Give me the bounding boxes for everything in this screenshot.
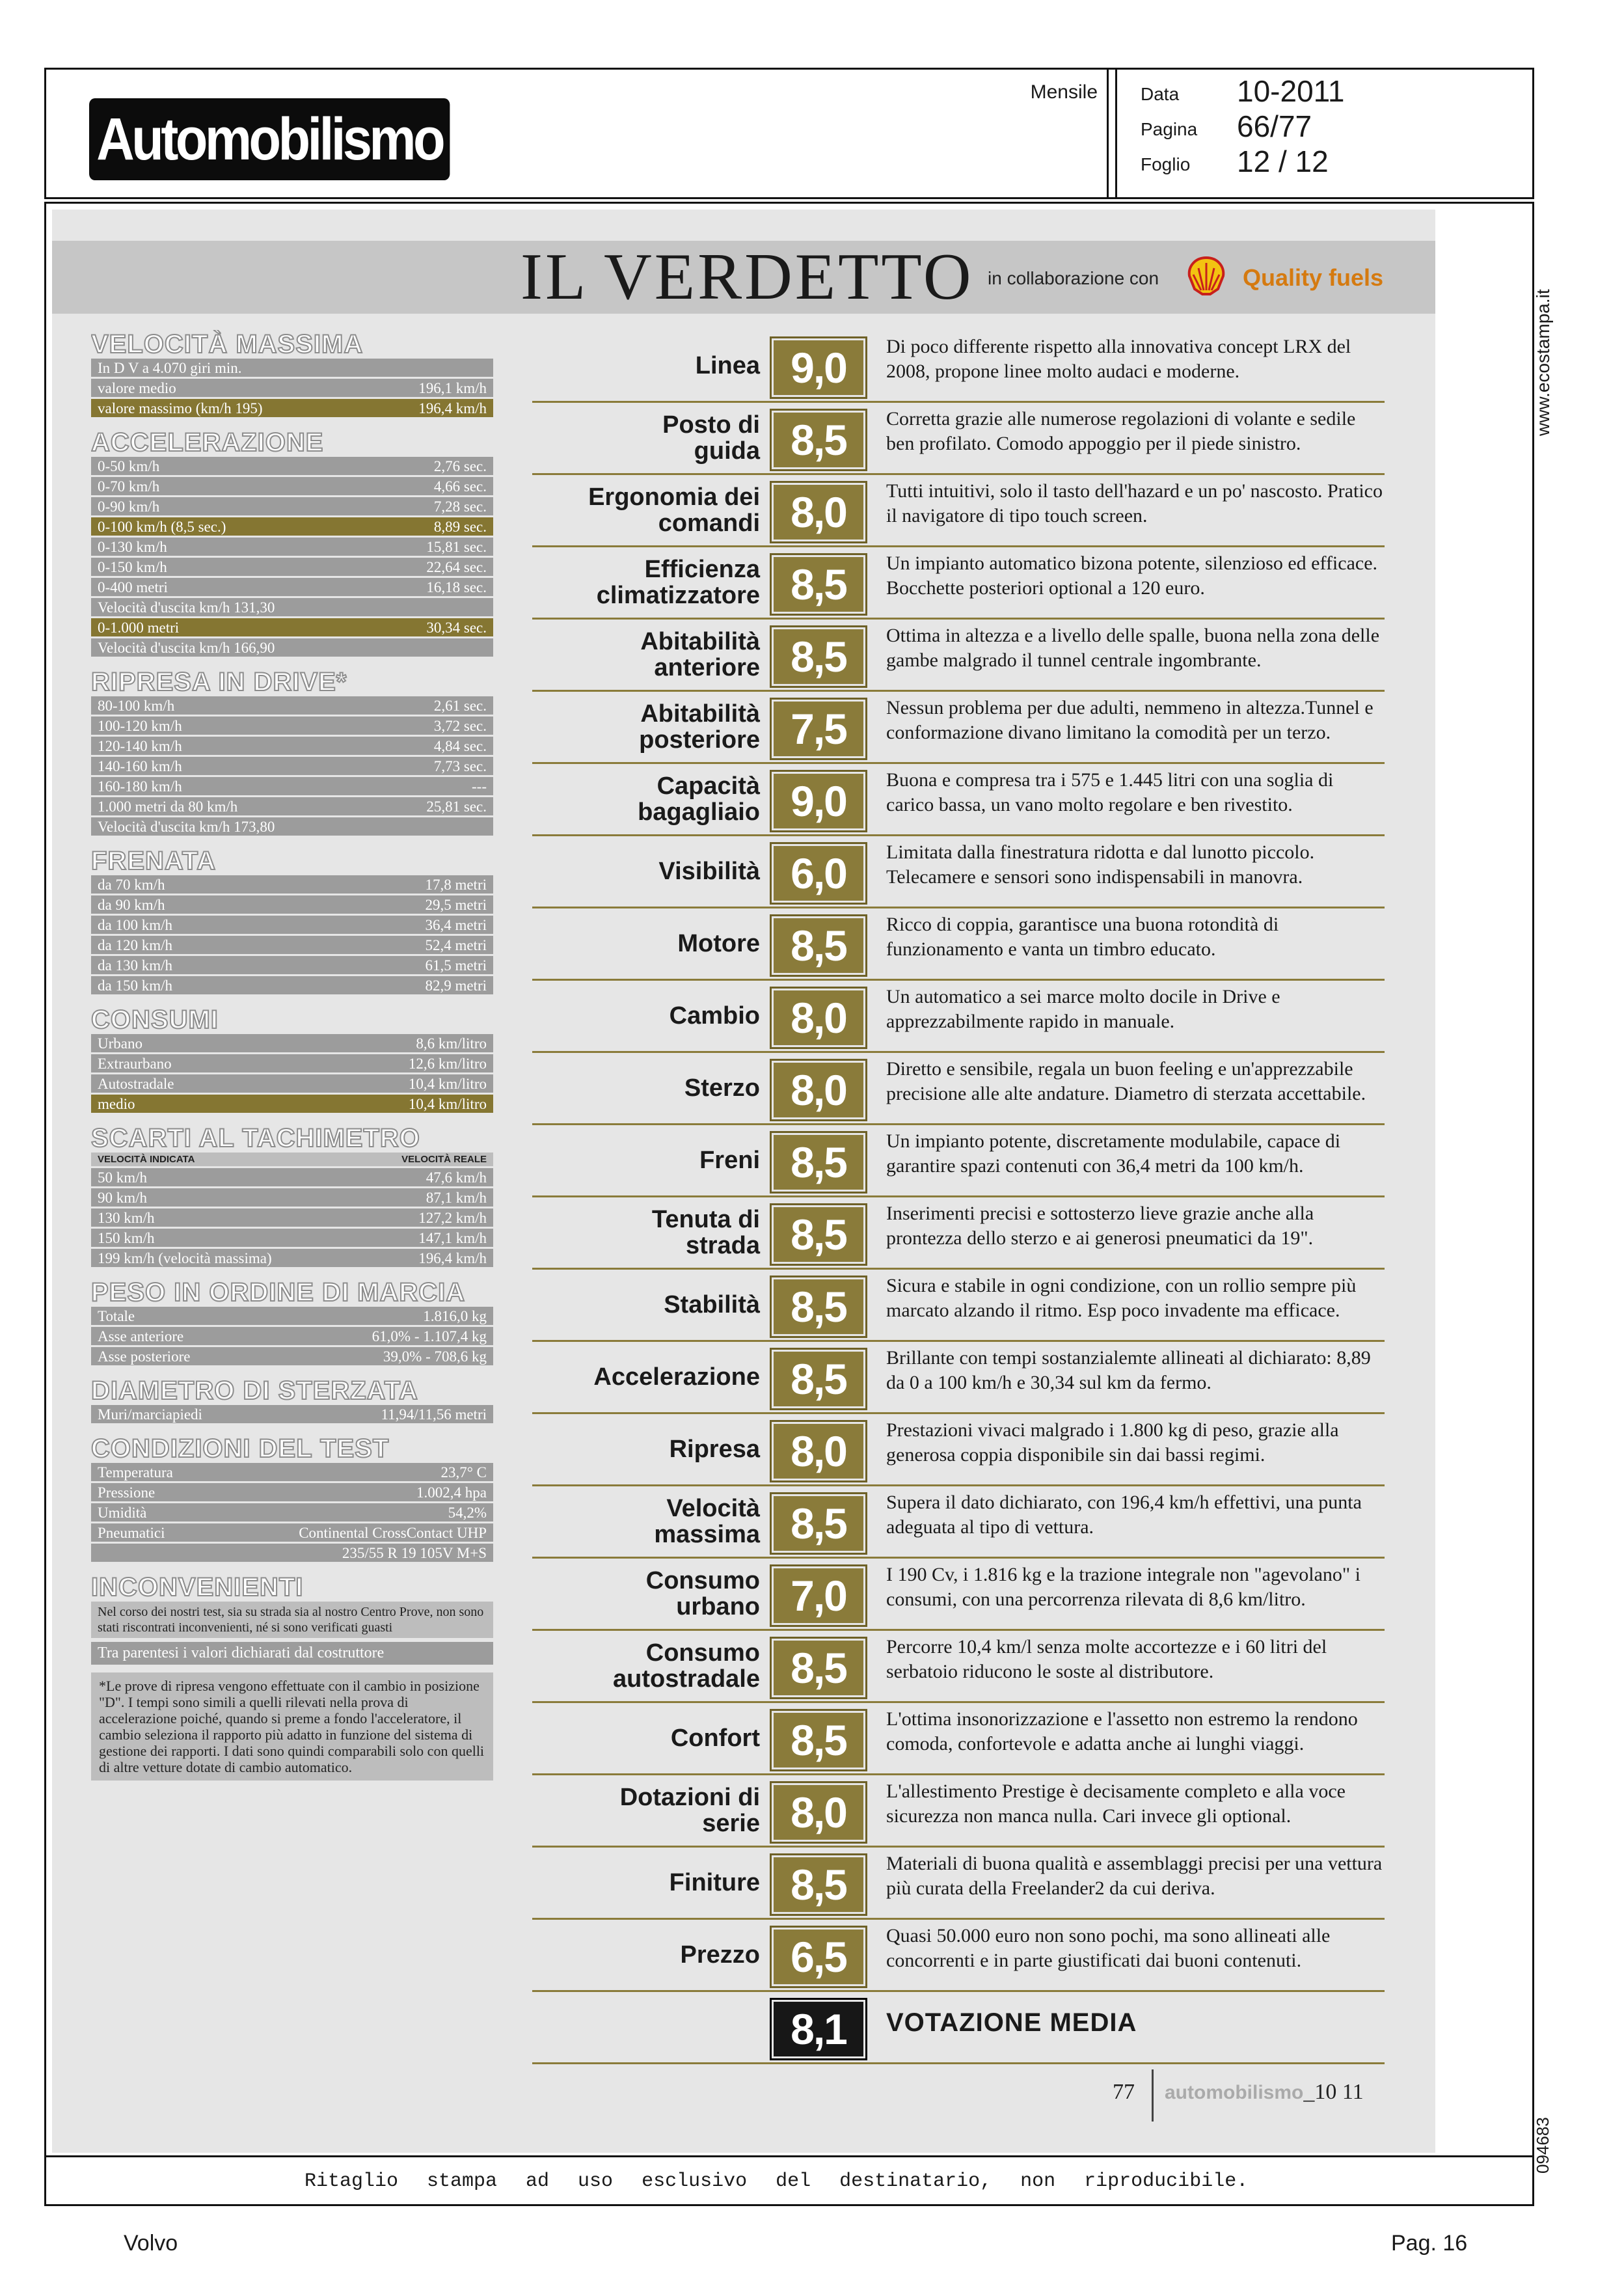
stats-label: 0-400 metri [98,579,168,595]
rating-row [532,1848,1385,1920]
stats-label: 199 km/h (velocità massima) [98,1250,272,1266]
stats-label: 140-160 km/h [98,758,182,774]
stats-value: 61,5 metri [425,957,487,974]
stats-row [91,638,493,659]
inconvenienti-text: Nel corso dei nostri test, sia su strada sia al nostro Centro Prove, non sono stati riscontrati inconvenienti, né si sono verificati guasti [91,1602,493,1638]
stats-label: da 90 km/h [98,897,165,913]
stats-label: 160-180 km/h [98,778,182,795]
rating-score: 7,5 [772,700,865,758]
stats-value: 39,0% - 708,6 kg [383,1348,487,1365]
rating-score: 8,5 [772,1711,865,1769]
stats-section-title: PESO IN ORDINE DI MARCIA [91,1278,466,1307]
rating-score: 8,5 [772,1205,865,1264]
stats-row [91,936,493,956]
stats-row [91,1347,493,1367]
rating-description: Buona e compresa tra i 575 e 1.445 litri con una soglia di carico bassa, un vano molto regolare e ben rivestito. [886,769,1334,815]
stats-row [91,399,493,419]
rating-category: Abitabilità anteriore [640,628,760,681]
stats-label: 0-1.000 metri [98,620,180,636]
stats-row [91,1153,493,1168]
rating-category: Linea [695,352,760,379]
side-code-text: 094683 [1533,2117,1552,2174]
stats-value: 17,8 metri [425,877,487,893]
side-url-text: www.ecostampa.it [1533,289,1553,436]
rating-score: 8,5 [772,916,865,975]
rating-category: Finiture [669,1869,760,1896]
stats-row [91,1074,493,1095]
inconvenienti-title: INCONVENIENTI [91,1573,304,1602]
stats-label: 0-100 km/h (8,5 sec.) [98,519,226,535]
stats-label: 150 km/h [98,1230,155,1246]
stats-value: 29,5 metri [425,897,487,913]
stats-value: 196,1 km/h [418,380,487,396]
stats-value: VELOCITÀ REALE [401,1154,487,1165]
rating-category: Confort [670,1725,760,1752]
stats-value: 196,4 km/h [418,400,487,416]
clipping-note: Ritaglio stampa ad uso esclusivo del destinatario, non riproducibile. [44,2155,1534,2206]
stats-section-title: SCARTI AL TACHIMETRO [91,1124,420,1153]
stats-value: 16,18 sec. [426,579,487,595]
stats-row [91,757,493,777]
stats-value: 4,84 sec. [433,738,487,754]
stats-section-title: ACCELERAZIONE [91,428,324,457]
stats-value: 7,28 sec. [433,498,487,515]
stats-row [91,1229,493,1249]
rating-category: Accelerazione [593,1363,760,1391]
stats-value: 52,4 metri [425,937,487,953]
stats-label: Temperatura [98,1464,173,1481]
rating-row [532,331,1385,403]
ratings-column [532,331,1385,2064]
stats-value: 2,61 sec. [433,698,487,714]
rating-row [532,620,1385,692]
stats-label: 0-130 km/h [98,539,167,555]
stats-row [91,618,493,638]
ripresa-footnote: *Le prove di ripresa vengono effettuate con il cambio in posizione "D". I tempi sono simili a quelli rilevati nella prova di accelerazione poiché, quando si preme a fondo l'acceleratore, il cambio seleziona il rapporto più adatto in funzione del sistema di gestione dei rapporti. I dati sono quindi comparabili solo con quelli di altre vetture dotate di cambio automatico. [91,1672,493,1781]
average-label: VOTAZIONE MEDIA [886,2008,1137,2037]
stats-value: 23,7° C [440,1464,487,1481]
stats-label: da 120 km/h [98,937,172,953]
rating-description: Materiali di buona qualità e assemblaggi precisi per una vettura più curata della Freelander2 da cui deriva. [886,1853,1383,1899]
stats-row [91,457,493,477]
meta-cell [1115,70,1532,197]
stats-row [91,1544,493,1564]
stats-label: 120-140 km/h [98,738,182,754]
stats-value: 1.002,4 hpa [416,1484,487,1501]
rating-row [532,1414,1385,1486]
rating-description: Di poco differente rispetto alla innovativa concept LRX del 2008, propone linee molto audaci e moderne. [886,336,1351,382]
rating-score: 8,5 [772,1494,865,1553]
average-row [532,1992,1385,2064]
stats-row [91,359,493,379]
rating-description: Un impianto automatico bizona potente, silenzioso ed efficace. Bocchette posteriori optional a 120 euro. [886,553,1378,599]
stats-row [91,1327,493,1347]
meta-value-pagina: 66/77 [1237,109,1312,143]
stats-value: --- [472,778,487,795]
stats-value: 30,34 sec. [426,620,487,636]
meta-label-pagina: Pagina [1141,119,1198,139]
stats-row [91,817,493,838]
rating-score: 6,5 [772,1928,865,1986]
rating-category: Abitabilità posteriore [639,700,760,754]
stats-value: 127,2 km/h [418,1210,487,1226]
rating-description: Inserimenti precisi e sottosterzo lieve grazie anche alla prontezza dello sterzo e ai generosi pneumatici da 19". [886,1203,1314,1249]
rating-description: Corretta grazie alle numerose regolazioni di volante e sedile ben profilato. Comodo appoggio per il piede sinistro. [886,408,1356,454]
rating-category: Ripresa [669,1436,760,1463]
stats-value: 11,94/11,56 metri [381,1406,487,1423]
rating-row [532,1703,1385,1775]
stats-value: 4,66 sec. [433,478,487,495]
stats-value: 25,81 sec. [426,798,487,815]
rating-score: 6,0 [772,844,865,903]
stats-label: Autostradale [98,1076,174,1092]
stats-value: 15,81 sec. [426,539,487,555]
stats-label: Umidità [98,1505,147,1521]
footer-right: Pag. 16 [1391,2231,1468,2256]
stats-value: 147,1 km/h [418,1230,487,1246]
rating-row [532,1125,1385,1197]
rating-row [532,403,1385,475]
rating-description: Diretto e sensibile, regala un buon feeling e un'apprezzabile precisione alle alte andature. Diametro di sterzata accettabile. [886,1058,1366,1104]
stats-label: da 100 km/h [98,917,172,933]
stats-label: valore medio [98,380,176,396]
stats-section [91,330,493,419]
stats-value: 22,64 sec. [426,559,487,575]
stats-row [91,497,493,517]
stats-value: 54,2% [448,1505,487,1521]
stats-row [91,1188,493,1208]
rating-description: Un impianto potente, discretamente modulabile, capace di garantire spazi contenuti con 36,4 metri da 100 km/h. [886,1130,1341,1177]
stats-value: 2,76 sec. [433,458,487,474]
clipping-header [44,68,1534,199]
rating-score: 8,5 [772,1133,865,1192]
rating-description: Un automatico a sei marce molto docile in Drive e apprezzabilmente rapido in manuale. [886,986,1280,1032]
stats-section [91,668,493,838]
stats-label: Asse posteriore [98,1348,191,1365]
frequency-label: Mensile [1030,81,1098,103]
side-url [1533,273,1572,456]
magazine-page [52,210,1435,2153]
rating-score: 7,0 [772,1566,865,1625]
stats-value: 8,6 km/litro [416,1035,487,1052]
rating-category: Sterzo [684,1074,760,1102]
side-code [1533,2108,1572,2180]
stats-label: 80-100 km/h [98,698,175,714]
rating-score: 8,0 [772,1422,865,1481]
title-bar [52,241,1435,314]
stats-section-title: CONDIZIONI DEL TEST [91,1434,390,1463]
stats-row [91,956,493,976]
logo-cell [46,70,1109,197]
rating-row [532,836,1385,908]
rating-score: 8,5 [772,555,865,614]
stats-section-title: FRENATA [91,847,217,875]
stats-label: valore massimo (km/h 195) [98,400,263,416]
stats-column [91,330,493,1781]
stats-value: 8,89 sec. [433,519,487,535]
rating-category: Capacità bagagliaio [638,772,760,826]
rating-row [532,1270,1385,1342]
stats-value: 10,4 km/litro [408,1076,487,1092]
stats-label: In D V a 4.070 giri min. [98,360,242,376]
rating-description: L'allestimento Prestige è decisamente completo e alla voce sicurezza non manca nulla. Cari invece gli optional. [886,1781,1346,1827]
stats-section [91,1278,493,1367]
stats-row [91,797,493,817]
rating-category: Posto di guida [662,411,760,465]
stats-label: 1.000 metri da 80 km/h [98,798,238,815]
rating-score: 8,0 [772,1061,865,1119]
stats-value: 47,6 km/h [426,1169,487,1186]
rating-row [532,547,1385,620]
stats-row [91,737,493,757]
stats-value: Continental CrossContact UHP [299,1525,487,1541]
rating-category: Visibilità [658,858,760,885]
stats-section-title: DIAMETRO DI STERZATA [91,1376,418,1405]
rating-category: Consumo autostradale [613,1639,760,1693]
stats-value: 235/55 R 19 105V M+S [342,1545,487,1561]
article-title: IL VERDETTO [521,240,974,314]
rating-category: Freni [699,1147,760,1174]
stats-label: da 130 km/h [98,957,172,974]
stats-label: 0-90 km/h [98,498,160,515]
stats-row [91,777,493,797]
meta-label-data: Data [1141,84,1180,104]
rating-description: Ricco di coppia, garantisce una buona rotondità di funzionamento e vanta un timbro educato. [886,914,1279,960]
stats-label: Velocità d'uscita km/h 131,30 [98,599,275,616]
rating-description: Nessun problema per due adulti, nemmeno in altezza.Tunnel e conformazione divano limitano la comodità per un terzo. [886,697,1374,743]
stats-label: 100-120 km/h [98,718,182,734]
sponsor-text: Quality fuels [1243,264,1384,291]
publication-logo: Automobilismo [89,98,450,180]
rating-score: 8,5 [772,1350,865,1408]
stats-row [91,1463,493,1483]
rating-score: 8,0 [772,989,865,1047]
stats-label: Totale [98,1308,135,1324]
stats-label: 90 km/h [98,1190,148,1206]
stats-row [91,1523,493,1544]
rating-description: Percorre 10,4 km/l senza molte accortezze e i 60 litri del serbatoio riducono le soste al distributore. [886,1636,1327,1682]
stats-row [91,895,493,916]
stats-label: medio [98,1096,135,1112]
rating-score: 8,0 [772,1783,865,1842]
stats-row [91,1483,493,1503]
rating-row [532,908,1385,981]
stats-label: Velocità d'uscita km/h 166,90 [98,640,275,656]
meta-value-foglio: 12 / 12 [1237,144,1329,178]
stats-row [91,578,493,598]
stats-value: 7,73 sec. [433,758,487,774]
stats-section [91,1124,493,1269]
stats-label: da 70 km/h [98,877,165,893]
stats-section [91,847,493,996]
page-number: 77 [1113,2080,1135,2104]
rating-description: Brillante con tempi sostanzialemte allineati al dichiarato: 8,89 da 0 a 100 km/h e 30,34 sul km da fermo. [886,1347,1371,1393]
stats-value: 36,4 metri [425,917,487,933]
footer-left: Volvo [124,2231,178,2256]
rating-row [532,1559,1385,1631]
stats-section [91,1376,493,1425]
stats-label: 0-70 km/h [98,478,160,495]
stats-row [91,716,493,737]
stats-row [91,1249,493,1269]
stats-row [91,1307,493,1327]
rating-score: 8,5 [772,1639,865,1697]
rating-row [532,1053,1385,1125]
stats-label: 130 km/h [98,1210,155,1226]
rating-row [532,1631,1385,1703]
stats-row [91,379,493,399]
rating-description: Quasi 50.000 euro non sono pochi, ma sono allineati alle concorrenti e in parte giustificati dai buoni contenuti. [886,1925,1331,1971]
stats-section-title: CONSUMI [91,1005,219,1034]
stats-label: 0-150 km/h [98,559,167,575]
rating-row [532,1197,1385,1270]
stats-value: 12,6 km/litro [408,1056,487,1072]
meta-label-foglio: Foglio [1141,154,1191,174]
stats-label: VELOCITÀ INDICATA [98,1154,195,1165]
stats-row [91,1095,493,1115]
stats-label: da 150 km/h [98,977,172,994]
stats-label: Extraurbano [98,1056,172,1072]
footer-issue: _10 11 [1303,2080,1364,2104]
stats-label: Pressione [98,1484,156,1501]
rating-row [532,981,1385,1053]
stats-row [91,477,493,497]
stats-label: 50 km/h [98,1169,148,1186]
rating-description: Sicura e stabile in ogni condizione, con un rollio sempre più marcato alzando il ritmo. Esp poco invadente ma efficace. [886,1275,1357,1321]
stats-row [91,1405,493,1425]
stats-row [91,517,493,538]
rating-category: Cambio [669,1002,760,1030]
rating-category: Efficienza climatizzatore [596,556,760,609]
rating-description: L'ottima insonorizzazione e l'assetto non estremo la rendono comoda, confortevole e adatta anche ai lunghi viaggi. [886,1708,1358,1754]
stats-row [91,538,493,558]
stats-value: 1.816,0 kg [423,1308,487,1324]
stats-label: Muri/marciapiedi [98,1406,202,1423]
stats-value: 61,0% - 1.107,4 kg [372,1328,487,1344]
footer-separator [1152,2069,1154,2122]
stats-row [91,976,493,996]
rating-score: 9,0 [772,772,865,830]
shell-icon [1185,255,1227,297]
rating-category: Consumo urbano [645,1567,760,1620]
stats-row [91,1168,493,1188]
rating-score: 8,5 [772,411,865,469]
stats-row [91,1208,493,1229]
stats-section-title: VELOCITÀ MASSIMA [91,330,364,359]
rating-row [532,764,1385,836]
average-score: 8,1 [772,2000,865,2058]
rating-row [532,1486,1385,1559]
rating-row [532,1775,1385,1848]
rating-description: Tutti intuitivi, solo il tasto dell'hazard e un po' nascosto. Pratico il navigatore di tipo touch screen. [886,480,1383,526]
rating-row [532,1920,1385,1992]
rating-score: 8,5 [772,1277,865,1336]
stats-row [91,558,493,578]
stats-section [91,1434,493,1564]
stats-value: 3,72 sec. [433,718,487,734]
rating-description: Limitata dalla finestratura ridotta e dal lunotto piccolo. Telecamere e sensori sono indispensabili in manovra. [886,841,1315,888]
rating-description: I 190 Cv, i 1.816 kg e la trazione integrale non "agevolano" i consumi, con una percorrenza rilevata di 8,6 km/litro. [886,1564,1361,1610]
rating-category: Dotazioni di serie [619,1784,760,1837]
stats-value: 10,4 km/litro [408,1096,487,1112]
stats-row [91,1503,493,1523]
stats-label: Pneumatici [98,1525,165,1541]
rating-score: 8,5 [772,627,865,686]
stats-section [91,1005,493,1115]
stats-section-title: RIPRESA IN DRIVE* [91,668,347,696]
rating-category: Velocità massima [654,1495,760,1548]
stats-label: Velocità d'uscita km/h 173,80 [98,819,275,835]
stats-value: 87,1 km/h [426,1190,487,1206]
stats-row [91,875,493,895]
meta-value-data: 10-2011 [1237,74,1345,108]
rating-row [532,475,1385,547]
footer-publication [1165,2080,1364,2105]
rating-category: Prezzo [680,1941,760,1969]
rating-row [532,692,1385,764]
rating-row [532,1342,1385,1414]
rating-description: Ottima in altezza e a livello delle spalle, buona nella zona delle gambe malgrado il tunnel centrale ingombrante. [886,625,1380,671]
rating-category: Stabilità [664,1291,760,1318]
stats-row [91,598,493,618]
stats-row [91,696,493,716]
rating-score: 9,0 [772,338,865,397]
stats-value: 196,4 km/h [418,1250,487,1266]
rating-score: 8,0 [772,483,865,541]
stats-row [91,916,493,936]
rating-description: Prestazioni vivaci malgrado i 1.800 kg di peso, grazie alla generosa coppia disponibile sin dai bassi regimi. [886,1419,1339,1466]
rating-category: Ergonomia dei comandi [588,484,760,537]
rating-description: Supera il dato dichiarato, con 196,4 km/h effettivi, una punta adeguata al tipo di vettura. [886,1492,1362,1538]
stats-row [91,1034,493,1054]
stats-row [91,1054,493,1074]
rating-category: Tenuta di strada [651,1206,760,1259]
inconvenienti-section [91,1573,493,1665]
rating-category: Motore [677,930,760,957]
stats-label: Asse anteriore [98,1328,184,1344]
declared-values-note: Tra parentesi i valori dichiarati dal costruttore [91,1642,493,1665]
stats-value: 82,9 metri [425,977,487,994]
stats-section [91,428,493,659]
stats-label: 0-50 km/h [98,458,160,474]
collab-text: in collaborazione con [988,268,1159,288]
stats-label: Urbano [98,1035,142,1052]
rating-score: 8,5 [772,1855,865,1914]
footer-publication-name: automobilismo [1165,2082,1304,2103]
